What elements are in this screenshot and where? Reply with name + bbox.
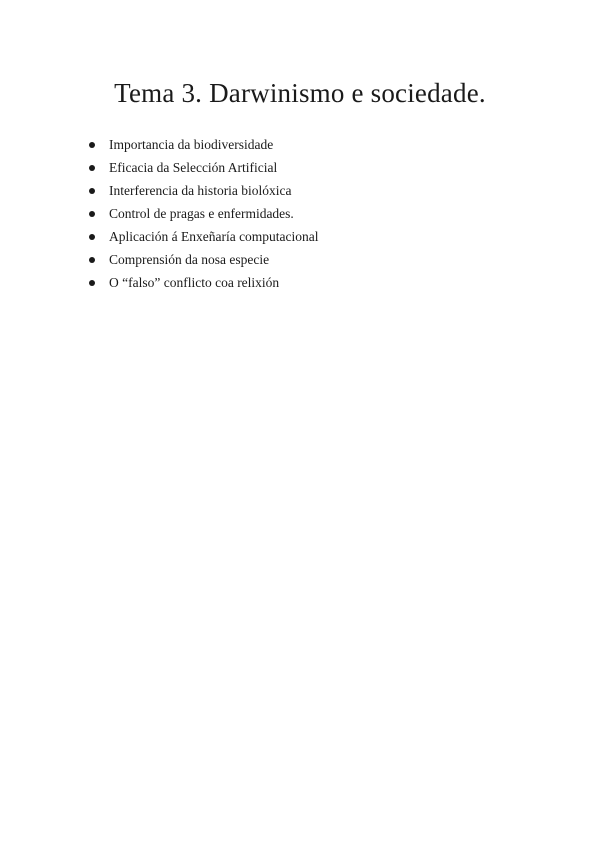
bullet-icon [89, 234, 95, 240]
list-item [82, 203, 319, 226]
bullet-icon [89, 257, 95, 263]
topic-list [82, 134, 319, 295]
page-title: Tema 3. Darwinismo e sociedade. [114, 78, 486, 108]
bullet-icon [89, 188, 95, 194]
list-item-text: Comprensión da nosa especie [109, 252, 270, 267]
list-item [82, 180, 319, 203]
bullet-icon [89, 142, 95, 148]
list-item [82, 272, 319, 295]
list-item [82, 157, 319, 180]
list-item [82, 226, 319, 249]
list-item-text: Eficacia da Selección Artificial [109, 160, 278, 175]
list-item-text: O “falso” conflicto coa relixión [109, 275, 280, 290]
list-item [82, 249, 319, 272]
bullet-icon [89, 165, 95, 171]
list-item-text: Importancia da biodiversidade [109, 137, 274, 152]
list-item-text: Interferencia da historia biolóxica [109, 183, 292, 198]
list-item-text: Aplicación á Enxeñaría computacional [109, 229, 319, 244]
bullet-icon [89, 280, 95, 286]
list-item-text: Control de pragas e enfermidades. [109, 206, 294, 221]
bullet-icon [89, 211, 95, 217]
list-item [82, 134, 319, 157]
